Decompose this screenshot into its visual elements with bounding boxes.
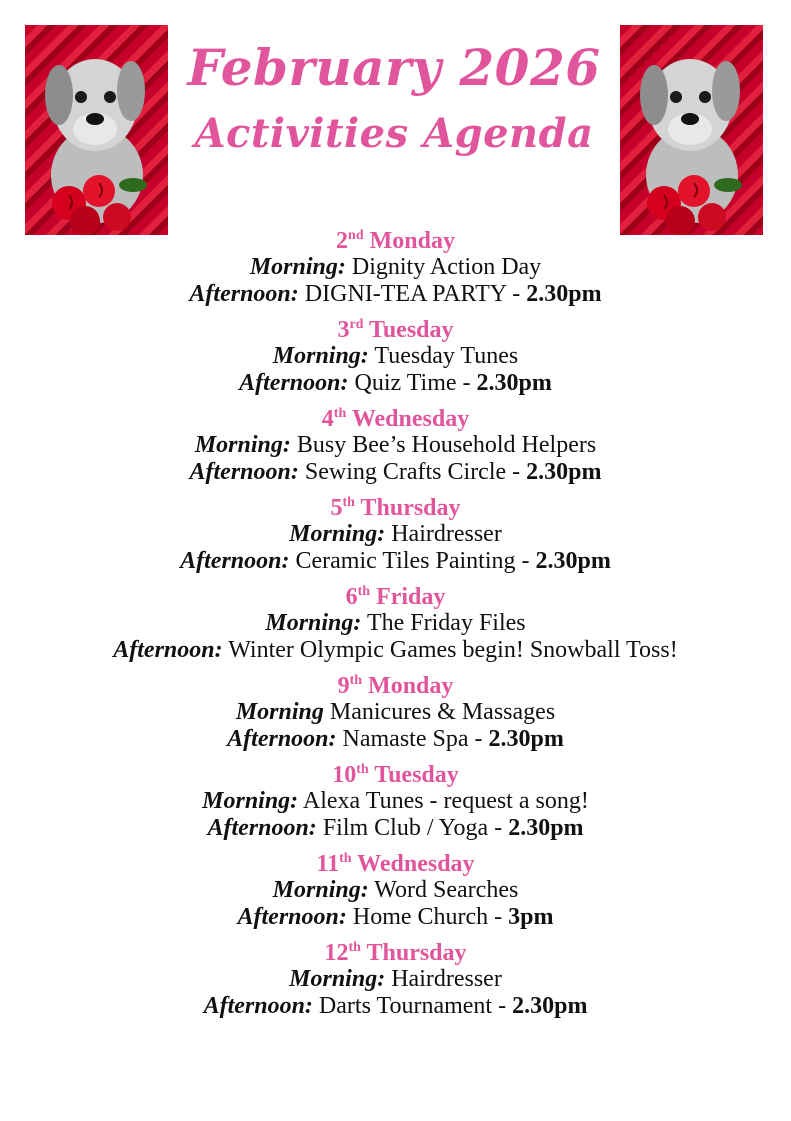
morning-activity: Hairdresser — [391, 966, 502, 992]
afternoon-label: Afternoon: — [189, 459, 299, 485]
day-entry — [0, 940, 791, 1020]
day-heading — [0, 762, 791, 788]
afternoon-line — [0, 459, 791, 486]
day-name: Tuesday — [374, 762, 459, 788]
afternoon-activity: Namaste Spa - — [342, 726, 489, 752]
afternoon-activity: Film Club / Yoga - — [322, 815, 509, 841]
day-entry — [0, 762, 791, 842]
afternoon-activity: Sewing Crafts Circle - — [304, 459, 527, 485]
afternoon-label: Afternoon: — [239, 370, 349, 396]
morning-line — [0, 343, 791, 370]
afternoon-label: Afternoon: — [237, 904, 347, 930]
page-subtitle: Activities Agenda — [194, 110, 594, 157]
day-name: Thursday — [360, 495, 461, 521]
day-name: Thursday — [366, 940, 467, 966]
dog-with-roses-photo-left — [25, 25, 168, 235]
page-title: February 2026 — [187, 38, 601, 97]
morning-label: Morning: — [272, 343, 369, 369]
afternoon-label: Afternoon: — [203, 993, 313, 1019]
day-heading — [0, 851, 791, 877]
day-entry — [0, 228, 791, 308]
day-heading — [0, 940, 791, 966]
afternoon-time: 2.30pm — [526, 459, 602, 485]
day-ordinal-suffix: rd — [349, 317, 364, 332]
day-heading — [0, 673, 791, 699]
morning-line — [0, 432, 791, 459]
afternoon-activity: Home Church - — [352, 904, 509, 930]
day-number: 10 — [332, 762, 357, 788]
morning-label: Morning: — [249, 254, 346, 280]
day-ordinal-suffix: th — [333, 406, 347, 421]
afternoon-label: Afternoon: — [207, 815, 317, 841]
afternoon-line — [0, 548, 791, 575]
afternoon-time: 3pm — [508, 904, 554, 930]
afternoon-activity: Winter Olympic Games begin! Snowball Toss! — [228, 637, 678, 663]
afternoon-line — [0, 726, 791, 753]
morning-label: Morning: — [265, 610, 362, 636]
day-name: Monday — [369, 228, 455, 254]
afternoon-activity: Quiz Time - — [354, 370, 477, 396]
morning-line — [0, 788, 791, 815]
morning-line — [0, 699, 791, 726]
day-entry — [0, 584, 791, 664]
afternoon-line — [0, 993, 791, 1020]
afternoon-label: Afternoon: — [113, 637, 223, 663]
afternoon-time: 2.30pm — [526, 281, 602, 307]
morning-activity: Hairdresser — [391, 521, 502, 547]
day-ordinal-suffix: th — [342, 495, 355, 510]
morning-label: Morning: — [202, 788, 299, 814]
day-ordinal-suffix: th — [349, 673, 363, 688]
afternoon-line — [0, 370, 791, 397]
day-name: Wednesday — [357, 851, 475, 877]
afternoon-activity: Darts Tournament - — [318, 993, 513, 1019]
afternoon-line — [0, 904, 791, 931]
day-name: Wednesday — [351, 406, 470, 432]
afternoon-activity: Ceramic Tiles Painting - — [295, 548, 536, 574]
afternoon-time: 2.30pm — [476, 370, 552, 396]
day-name: Friday — [376, 584, 446, 610]
day-ordinal-suffix: th — [356, 762, 369, 777]
day-number: 11 — [316, 851, 340, 877]
morning-activity: The Friday Files — [366, 610, 526, 636]
day-number: 9 — [337, 673, 350, 699]
day-entry — [0, 495, 791, 575]
agenda-list — [0, 228, 791, 1020]
morning-line — [0, 966, 791, 993]
afternoon-line — [0, 815, 791, 842]
day-name: Monday — [368, 673, 454, 699]
morning-line — [0, 610, 791, 637]
morning-activity: Word Searches — [374, 877, 519, 903]
day-entry — [0, 317, 791, 397]
day-number: 6 — [345, 584, 358, 610]
morning-label: Morning: — [289, 521, 386, 547]
dog-with-roses-photo-right — [620, 25, 763, 235]
day-heading — [0, 584, 791, 610]
day-number: 5 — [330, 495, 343, 521]
day-ordinal-suffix: th — [339, 851, 352, 866]
morning-activity: Dignity Action Day — [351, 254, 542, 280]
afternoon-label: Afternoon: — [180, 548, 290, 574]
day-number: 12 — [324, 940, 349, 966]
day-number: 2 — [336, 228, 349, 254]
day-heading — [0, 406, 791, 432]
morning-label: Morning: — [289, 966, 386, 992]
morning-activity: Busy Bee’s Household Helpers — [296, 432, 597, 458]
day-name: Tuesday — [369, 317, 454, 343]
day-number: 4 — [321, 406, 334, 432]
day-entry — [0, 851, 791, 931]
day-entry — [0, 673, 791, 753]
afternoon-time: 2.30pm — [535, 548, 611, 574]
day-ordinal-suffix: th — [357, 584, 371, 599]
afternoon-time: 2.30pm — [512, 993, 588, 1019]
morning-activity: Manicures & Massages — [329, 699, 556, 725]
morning-line — [0, 254, 791, 281]
day-entry — [0, 406, 791, 486]
afternoon-line — [0, 281, 791, 308]
afternoon-line — [0, 637, 791, 664]
morning-label: Morning: — [194, 432, 291, 458]
morning-label: Morning — [235, 699, 324, 725]
morning-label: Morning: — [272, 877, 369, 903]
morning-activity: Alexa Tunes - request a song! — [302, 788, 589, 814]
afternoon-time: 2.30pm — [508, 815, 584, 841]
day-heading — [0, 228, 791, 254]
afternoon-activity: DIGNI-TEA PARTY - — [304, 281, 527, 307]
day-heading — [0, 495, 791, 521]
morning-activity: Tuesday Tunes — [374, 343, 519, 369]
morning-line — [0, 877, 791, 904]
day-heading — [0, 317, 791, 343]
afternoon-label: Afternoon: — [189, 281, 299, 307]
day-ordinal-suffix: nd — [348, 228, 364, 243]
morning-line — [0, 521, 791, 548]
afternoon-label: Afternoon: — [227, 726, 337, 752]
day-number: 3 — [337, 317, 350, 343]
day-ordinal-suffix: th — [348, 940, 361, 955]
afternoon-time: 2.30pm — [488, 726, 564, 752]
